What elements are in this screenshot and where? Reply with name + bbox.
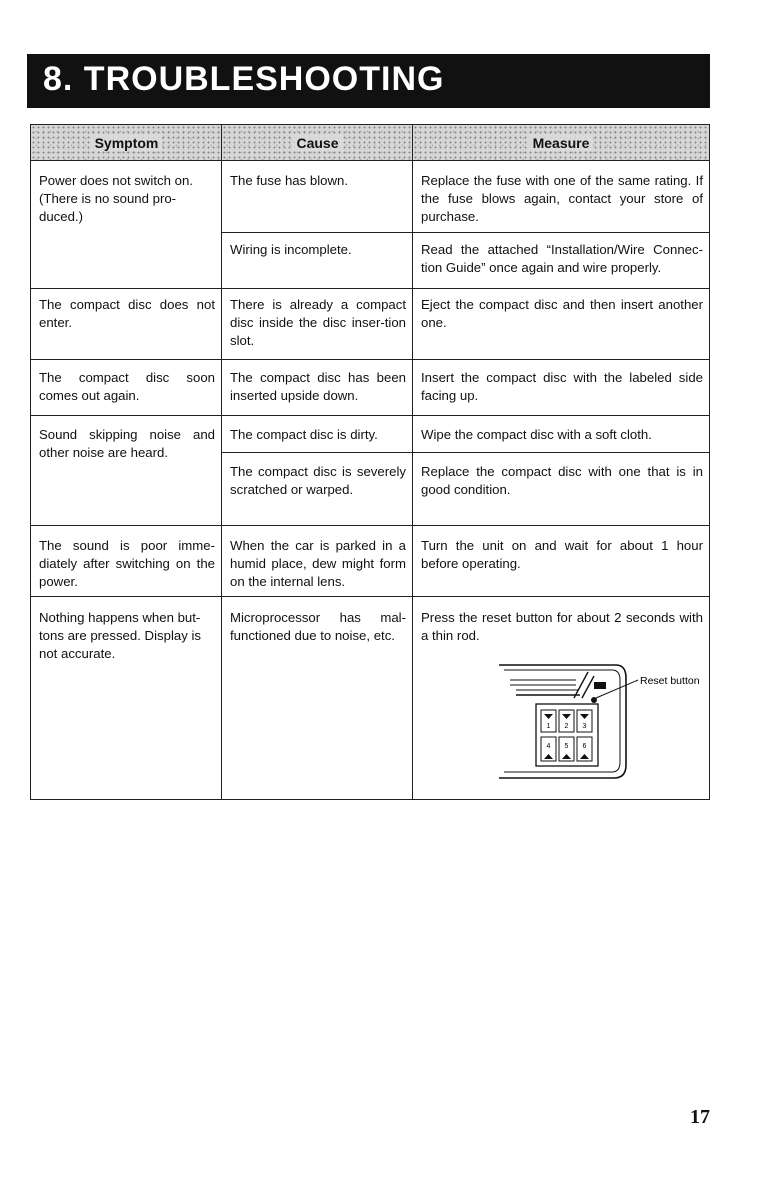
cause-cell: When the car is parked in a humid place, dew might form on the internal lens. bbox=[230, 538, 406, 589]
measure-cell: Read the attached “Installation/Wire Connec-tion Guide” once again and wire properly. bbox=[421, 242, 703, 275]
cause-cell: Wiring is incomplete. bbox=[230, 242, 352, 257]
cause-cell: The compact disc has been inserted upside down. bbox=[230, 370, 406, 403]
cause-cell: Microprocessor has mal-functioned due to noise, etc. bbox=[230, 610, 406, 643]
measure-cell: Turn the unit on and wait for about 1 hour before operating. bbox=[421, 538, 703, 571]
header-cause: Cause bbox=[222, 125, 413, 161]
cause-cell: The fuse has blown. bbox=[230, 173, 349, 188]
row-divider bbox=[31, 359, 709, 360]
reset-button-callout: Reset button bbox=[640, 675, 700, 687]
header-symptom: Symptom bbox=[31, 125, 222, 161]
measure-cell: Press the reset button for about 2 seconds with a thin rod. bbox=[421, 610, 703, 643]
key-label: 3 bbox=[582, 723, 587, 730]
symptom-cell: Sound skipping noise and other noise are heard. bbox=[39, 427, 215, 460]
symptom-cell: The compact disc soon comes out again. bbox=[39, 370, 215, 403]
measure-cell: Replace the fuse with one of the same rating. If the fuse blows again, contact your store of purchase. bbox=[421, 173, 703, 224]
column-divider bbox=[221, 125, 222, 799]
key-label: 4 bbox=[546, 743, 551, 750]
key-label: 5 bbox=[564, 743, 569, 750]
troubleshooting-table bbox=[30, 124, 710, 800]
row-divider bbox=[31, 288, 709, 289]
symptom-cell: The sound is poor imme-diately after switching on the power. bbox=[39, 538, 215, 589]
row-divider bbox=[31, 525, 709, 526]
symptom-cell: Power does not switch on. (There is no sound pro-duced.) bbox=[39, 173, 193, 224]
key-label: 2 bbox=[564, 723, 569, 730]
column-divider bbox=[412, 125, 413, 799]
logo-mark bbox=[594, 682, 606, 689]
section-title: 8. TROUBLESHOOTING bbox=[27, 54, 710, 108]
cause-cell: The compact disc is dirty. bbox=[230, 427, 378, 442]
page-number: 17 bbox=[690, 1106, 710, 1128]
row-divider bbox=[222, 452, 709, 453]
row-divider bbox=[31, 596, 709, 597]
header-measure: Measure bbox=[413, 125, 709, 161]
cause-cell: The compact disc is severely scratched or warped. bbox=[230, 464, 406, 497]
measure-cell: Replace the compact disc with one that is in good condition. bbox=[421, 464, 703, 497]
measure-cell: Wipe the compact disc with a soft cloth. bbox=[421, 427, 652, 442]
measure-cell: Insert the compact disc with the labeled side facing up. bbox=[421, 370, 703, 403]
row-divider bbox=[31, 415, 709, 416]
preset-keys bbox=[541, 710, 592, 761]
reset-button-diagram bbox=[496, 660, 706, 780]
key-label: 1 bbox=[546, 723, 551, 730]
cause-cell: There is already a compact disc inside the disc inser-tion slot. bbox=[230, 297, 406, 348]
measure-cell: Eject the compact disc and then insert another one. bbox=[421, 297, 703, 330]
symptom-cell: The compact disc does not enter. bbox=[39, 297, 215, 330]
row-divider bbox=[222, 232, 709, 233]
key-label: 6 bbox=[582, 743, 587, 750]
symptom-cell: Nothing happens when but-tons are pressed. Display is not accurate. bbox=[39, 610, 201, 661]
